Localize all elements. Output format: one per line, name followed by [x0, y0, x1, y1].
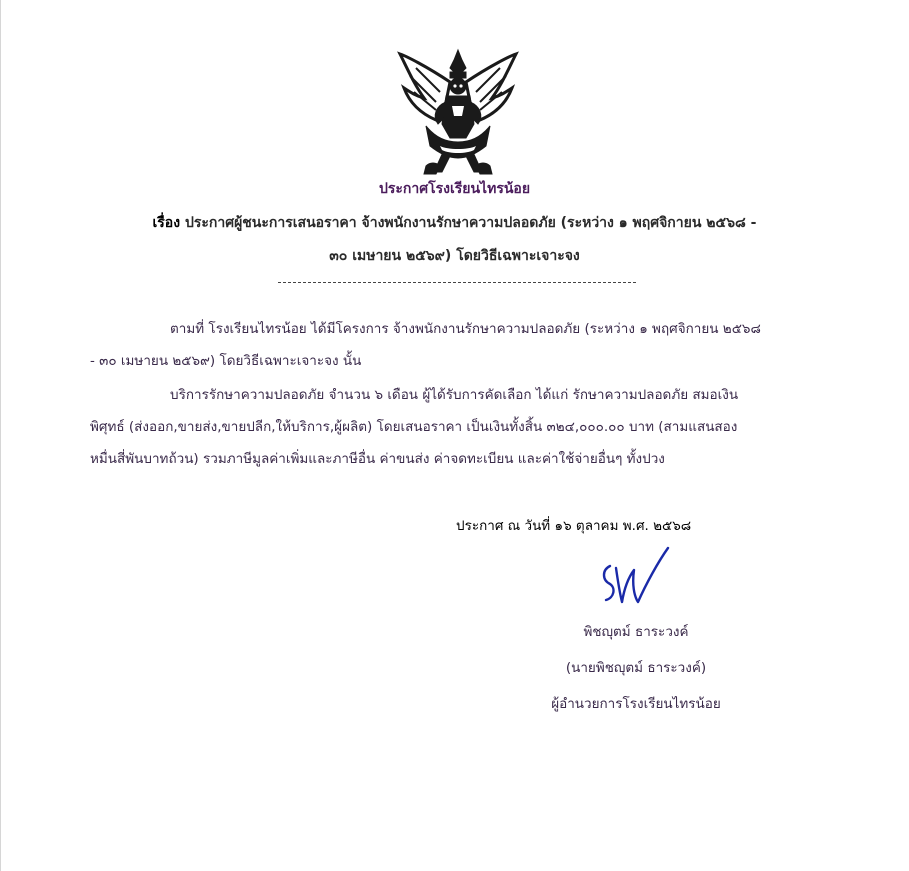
body-paragraph-2-line-1: บริการรักษาความปลอดภัย จำนวน ๖ เดือน ผู้ได้รับการคัดเลือก ได้แก่ รักษาความปลอดภัย สมอเงิน — [170, 387, 739, 403]
signatory-position: ผู้อำนวยการโรงเรียนไทรน้อย — [551, 696, 721, 712]
subject-text-1: ประกาศผู้ชนะการเสนอราคา จ้างพนักงานรักษาความปลอดภัย (ระหว่าง ๑ พฤศจิกายน ๒๕๖๘ - — [184, 215, 757, 231]
signatory-full-name: (นายพิชญุตม์ ธาระวงค์) — [565, 660, 707, 676]
body-paragraph-2-line-3: หมื่นสี่พันบาทถ้วน) รวมภาษีมูลค่าเพิ่มและภาษีอื่น ค่าขนส่ง ค่าจดทะเบียน และค่าใช้จ่ายอื่นๆ ทั้งปวง — [90, 451, 665, 467]
subject-label: เรื่อง — [152, 215, 181, 231]
page-left-border — [0, 0, 1, 871]
separator-line — [278, 282, 636, 283]
announcement-subject-line-1 — [0, 212, 909, 234]
garuda-emblem-icon — [396, 46, 520, 178]
body-paragraph-1-line-1: ตามที่ โรงเรียนไทรน้อย ได้มีโครงการ จ้างพนักงานรักษาความปลอดภัย (ระหว่าง ๑ พฤศจิกายน ๒๕๖๘ — [170, 321, 761, 337]
announcement-subject-line-2: ๓๐ เมษายน ๒๕๖๙) โดยวิธีเฉพาะเจาะจง — [329, 248, 580, 264]
body-paragraph-2-line-2: พิศุทธ์ (ส่งออก,ขายส่ง,ขายปลีก,ให้บริการ,ผู้ผลิต) โดยเสนอราคา เป็นเงินทั้งสิ้น ๓๒๔,๐๐๐.๐๐ บาท (สามแสนสอง — [90, 419, 738, 435]
signatory-name: พิชญุตม์ ธาระวงค์ — [583, 624, 689, 640]
handwritten-signature — [596, 544, 676, 608]
announcement-date: ประกาศ ณ วันที่ ๑๖ ตุลาคม พ.ศ. ๒๕๖๘ — [456, 518, 692, 534]
body-paragraph-1-line-2: - ๓๐ เมษายน ๒๕๖๙) โดยวิธีเฉพาะเจาะจง นั้น — [90, 353, 362, 369]
announcement-title: ประกาศโรงเรียนไทรน้อย — [378, 181, 531, 197]
